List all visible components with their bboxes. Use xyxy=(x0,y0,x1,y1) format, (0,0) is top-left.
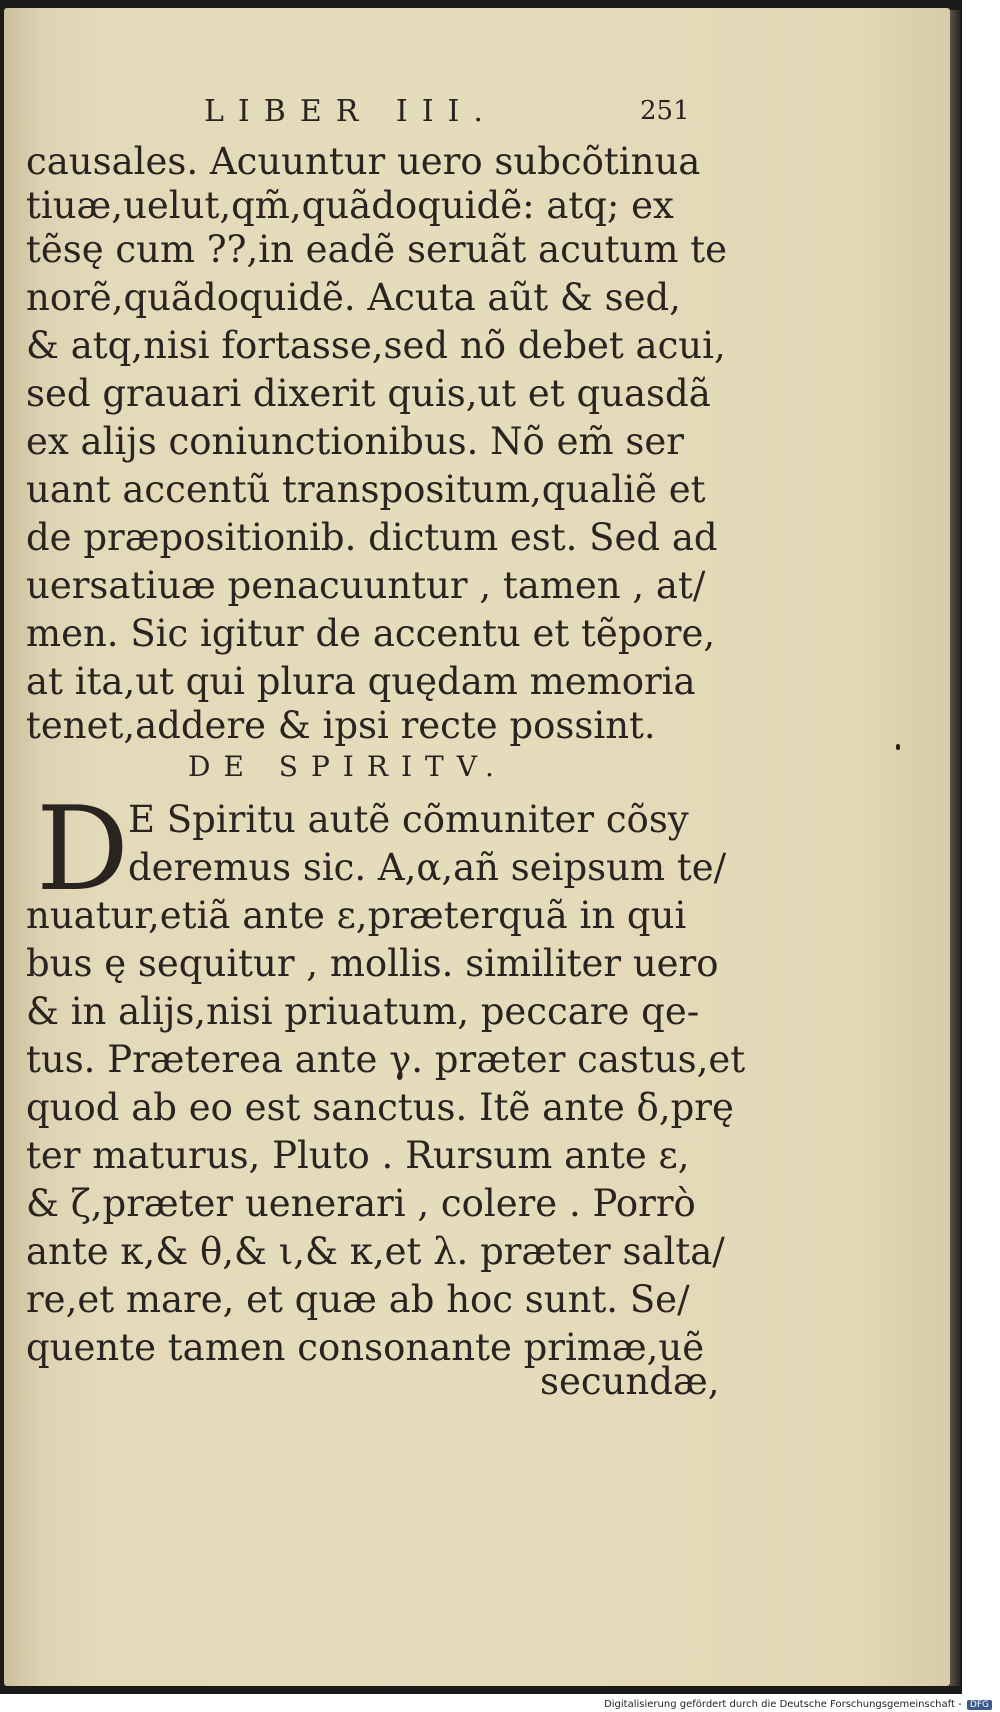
section-line: tus. Præterea ante γ. præter castus,et xyxy=(26,1038,746,1081)
folio-number: 251 xyxy=(640,96,690,126)
body-line: men. Sic igitur de accentu et tẽpore, xyxy=(26,612,716,655)
catchword: secundæ, xyxy=(540,1360,720,1403)
section-line: & ζ,præter uenerari , colere . Porrò xyxy=(26,1182,696,1225)
ink-speck xyxy=(896,744,900,750)
page-edge xyxy=(950,10,960,1686)
body-line: ex alijs coniunctionibus. Nõ em̃ ser xyxy=(26,420,684,463)
body-line: tẽsę cum ??,in eadẽ seruãt acutum te xyxy=(26,228,727,271)
body-line: norẽ,quãdoquidẽ. Acuta aũt & sed, xyxy=(26,276,681,319)
body-line: tenet,addere & ipsi recte possint. xyxy=(26,704,656,747)
section-line: ter maturus, Pluto . Rursum ante ε, xyxy=(26,1134,690,1177)
body-line: causales. Acuuntur uero subcõtinua xyxy=(26,140,701,183)
section-line: re,et mare, et quæ ab hoc sunt. Se/ xyxy=(26,1278,690,1321)
drop-initial: D xyxy=(36,782,130,917)
body-line: & atq,nisi fortasse,sed nõ debet acui, xyxy=(26,324,726,367)
section-line: deremus sic. A,α,añ seipsum te/ xyxy=(128,846,727,889)
body-line: at ita,ut qui plura quędam memoria xyxy=(26,660,696,703)
section-line: quod ab eo est sanctus. Itẽ ante δ,prę xyxy=(26,1086,734,1129)
running-title: LIBER III. xyxy=(204,94,497,129)
body-line: tiuæ,uelut,qm̃,quãdoquidẽ: atq; ex xyxy=(26,184,674,227)
section-line: bus ę sequitur , mollis. similiter uero xyxy=(26,942,719,985)
section-line: & in alijs,nisi priuatum, peccare qe- xyxy=(26,990,700,1033)
credit-text: Digitalisierung gefördert durch die Deutsche Forschungsgemeinschaft - xyxy=(604,1699,962,1710)
digitization-credit xyxy=(604,1699,992,1710)
section-heading: DE SPIRITV. xyxy=(188,750,507,783)
body-line: uant accentũ transpositum,qualiẽ et xyxy=(26,468,706,511)
section-line: quente tamen consonante primæ,uẽ xyxy=(26,1326,705,1369)
section-line: ante κ,& θ,& ι,& κ,et λ. præter salta/ xyxy=(26,1230,725,1273)
body-line: sed grauari dixerit quis,ut et quasdã xyxy=(26,372,711,415)
section-line: E Spiritu autẽ cõmuniter cõsy xyxy=(128,798,689,841)
dfg-logo: DFG xyxy=(967,1700,992,1710)
body-line: de præpositionib. dictum est. Sed ad xyxy=(26,516,718,559)
body-line: uersatiuæ penacuuntur , tamen , at/ xyxy=(26,564,706,607)
section-line: nuatur,etiã ante ε,præterquã in qui xyxy=(26,894,687,937)
